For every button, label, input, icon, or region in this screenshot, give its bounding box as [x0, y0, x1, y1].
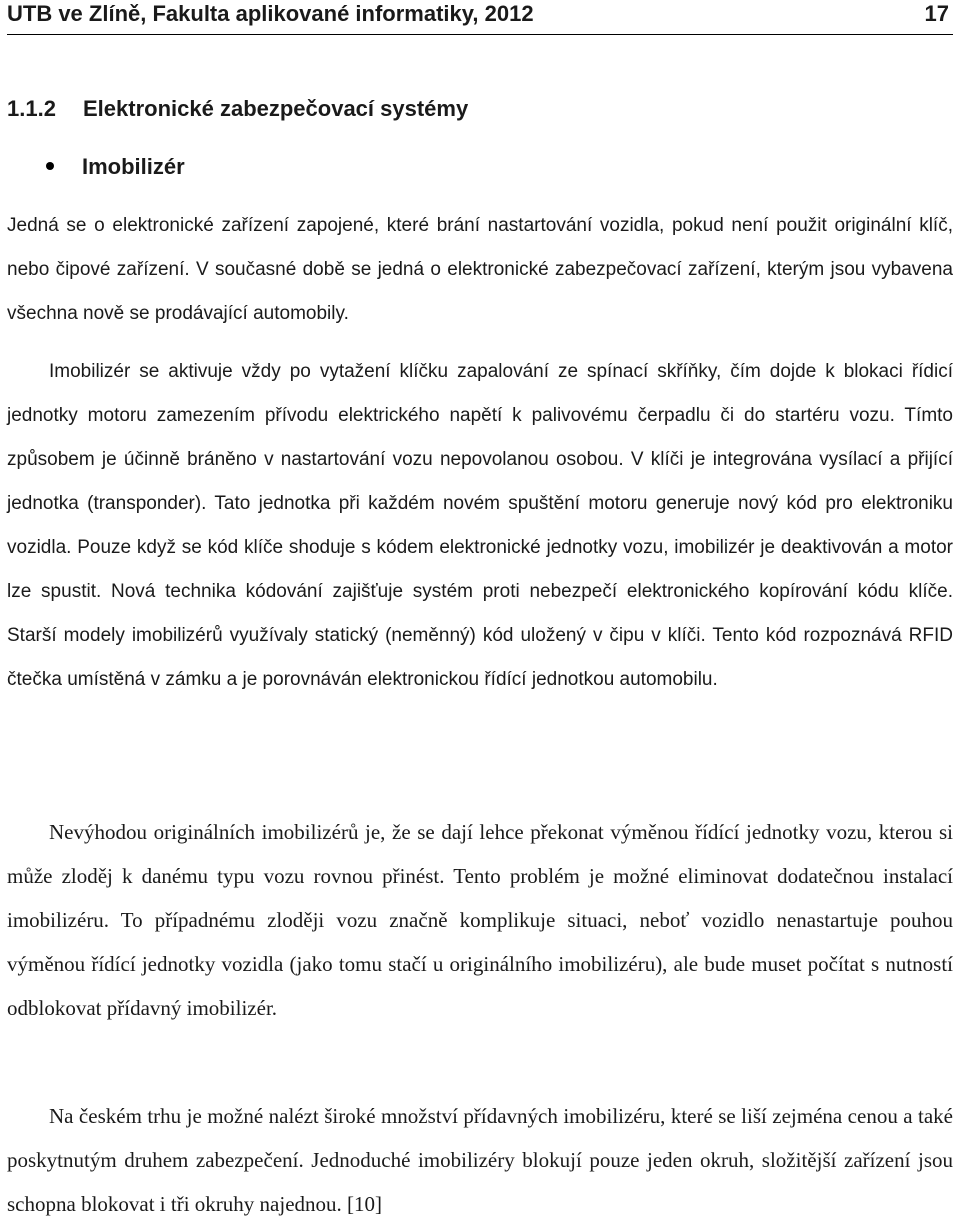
paragraph-activation: Imobilizér se aktivuje vždy po vytažení klíčku zapalování ze spínací skříňky, čím dojde k blokaci řídicí jednotky motoru zamezením přívodu elektrického napětí k palivovému čerpadlu či do startéru vozu. Tímto způsobem je účinně bráněno v nastartování vozu nepovolanou osobou. V klíči je integrována vysílací a přijící jednotka (transponder). Tato jednotka při každém novém spuštění motoru generuje nový kód pro elektroniku vozidla. Pouze když se kód klíče shoduje s kódem elektronické jednotky vozu, imobilizér je deaktivován a motor lze spustit. Nová technika kódování zajišťuje systém proti nebezpečí elektronického kopírování kódu klíče. Starší modely imobilizérů využívaly statický (neměnný) kód uložený v čipu v klíči. Tento kód rozpoznává RFID čtečka umístěná v zámku a je porovnáván elektronickou řídící jednotkou automobilu. — [7, 361, 953, 690]
page-number: 17 — [924, 1, 949, 26]
bullet-item — [46, 152, 185, 182]
paragraph-definition: Jedná se o elektronické zařízení zapojené, které brání nastartování vozidla, pokud není použit originální klíč, nebo čipové zařízení. V současné době se jedná o elektronické zabezpečovací zařízení, kterým jsou vybavena všechna nově se prodávající automobily. — [7, 215, 953, 324]
section-number: 1.1.2 — [7, 96, 56, 121]
paragraph-disadvantage: Nevýhodou originálních imobilizérů je, že se dají lehce překonat výměnou řídící jednotky vozu, kterou si může zloděj k danému typu vozu rovnou přinést. Tento problém je možné eliminovat dodatečnou instalací imobilizéru. To případnému zloději vozu značně komplikuje situaci, neboť vozidlo nenastartuje pouhou výměnou řídící jednotky vozidla (jako tomu stačí u originálního imobilizéru), ale bude muset počítat s nutností odblokovat přídavný imobilizér. — [7, 820, 953, 1020]
section-title: Elektronické zabezpečovací systémy — [83, 96, 469, 121]
paragraph-market: Na českém trhu je možné nalézt široké množství přídavných imobilizéru, které se liší zejména cenou a také poskytnutým druhem zabezpečení. Jednoduché imobilizéry blokují pouze jeden okruh, složitější zařízení jsou schopna blokovat i tři okruhy najednou. [10] — [7, 1104, 953, 1216]
page-header — [7, 0, 953, 35]
bullet-icon — [46, 162, 54, 170]
bullet-label: Imobilizér — [82, 154, 185, 179]
header-title: UTB ve Zlíně, Fakulta aplikované informatiky, 2012 — [7, 1, 534, 26]
section-heading — [7, 94, 468, 124]
